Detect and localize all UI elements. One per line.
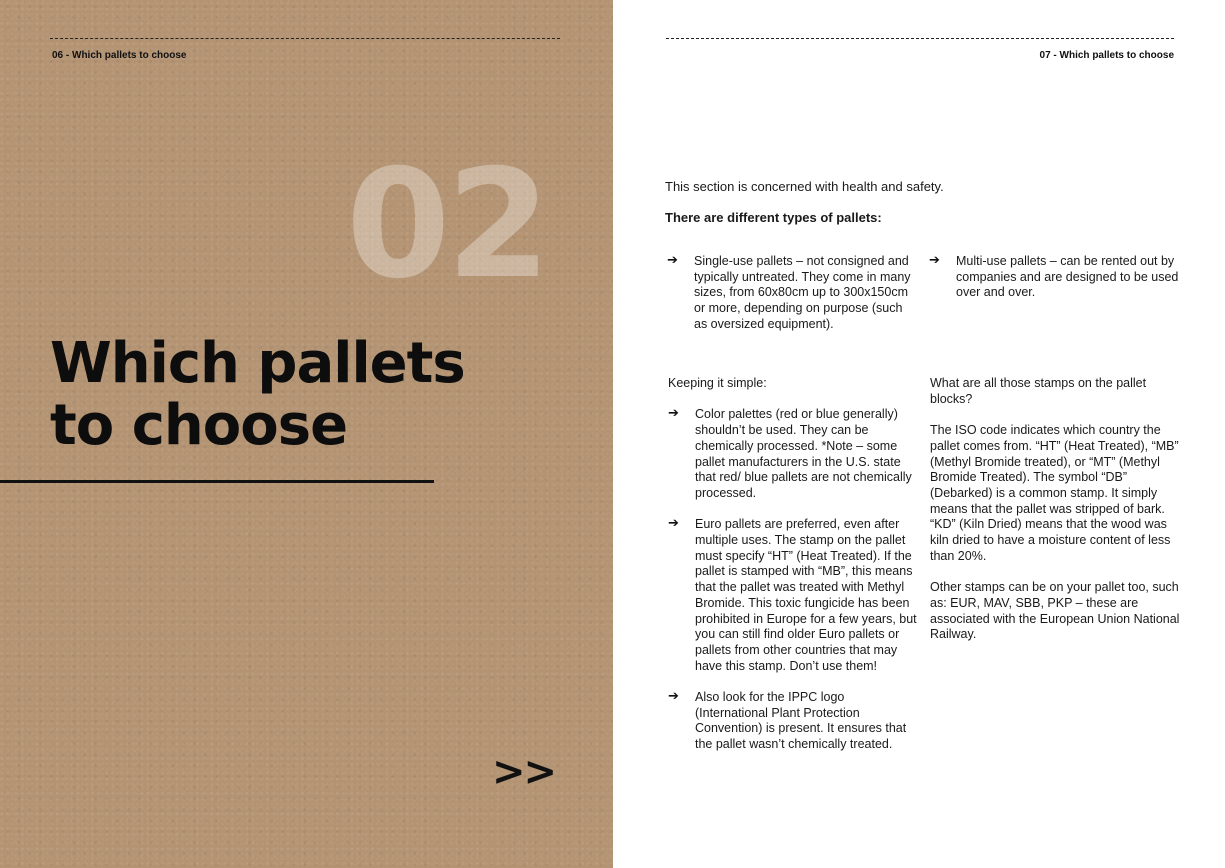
arrow-bullet-icon: ➔ (667, 253, 678, 268)
stamps-column (930, 376, 1182, 643)
running-head-right: 07 - Which pallets to choose (1039, 50, 1174, 61)
pallet-type-text: Multi-use pallets – can be rented out by companies and are designed to be used over and over. (956, 254, 1179, 300)
intro-text: This section is concerned with health and safety. (665, 179, 944, 194)
chapter-title-line1: Which pallets (50, 331, 465, 396)
dashed-rule-left (50, 38, 560, 39)
list-item (667, 254, 917, 333)
list-item (668, 407, 918, 501)
pallet-type-multi (929, 254, 1181, 301)
title-underline (0, 480, 434, 483)
keeping-simple-column (668, 376, 918, 753)
dashed-rule-right (666, 38, 1174, 39)
types-heading: There are different types of pallets: (665, 210, 882, 225)
keeping-simple-heading: Keeping it simple: (668, 376, 767, 390)
chapter-number: 02 (346, 138, 547, 312)
chapter-title-line2: to choose (50, 393, 348, 458)
arrow-bullet-icon: ➔ (668, 689, 679, 705)
list-item (668, 517, 918, 674)
tip-text: Also look for the IPPC logo (International Plant Protection Convention) is present. It ensures that the pallet wasn’t chemically treated. (695, 690, 907, 752)
stamps-paragraph-2: Other stamps can be on your pallet too, such as: EUR, MAV, SBB, PKP – these are associated with the European Union National Railway. (930, 580, 1180, 642)
next-page-arrows-icon[interactable]: >> (492, 749, 556, 795)
list-item (668, 690, 918, 753)
stamps-paragraph-1: The ISO code indicates which country the pallet comes from. “HT” (Heat Treated), “MB” (Methyl Bromide treated), or “MT” (Methyl Bromide Treated). The symbol “DB” (Debarked) is a common stamp. It simply means that the pallet was stripped of bark. “KD” (Kiln Dried) means that the wood was kiln dried to have a moisture content of less than 20%. (930, 423, 1179, 563)
arrow-bullet-icon: ➔ (668, 406, 679, 422)
tip-text: Euro pallets are preferred, even after multiple uses. The stamp on the pallet must specify “HT” (Heat Treated). If the pallet is stamped with “MB”, this means that the pallet was treated with Methyl Bromide. This toxic fungicide has been prohibited in Europe for a few years, but you can still find older Euro pallets or pallets from other countries that may have this stamp. Don’t use them! (695, 517, 917, 673)
stamps-heading: What are all those stamps on the pallet blocks? (930, 376, 1147, 406)
running-head-left: 06 - Which pallets to choose (52, 50, 187, 61)
arrow-bullet-icon: ➔ (668, 516, 679, 532)
arrow-bullet-icon: ➔ (929, 253, 940, 268)
chapter-title (50, 333, 465, 457)
tip-text: Color palettes (red or blue generally) shouldn’t be used. They can be chemically processed. *Note – some pallet manufacturers in the U.S. state that red/ blue pallets are not chemically processed. (695, 407, 912, 500)
list-item (929, 254, 1181, 301)
pallet-type-text: Single-use pallets – not consigned and typically untreated. They come in many sizes, from 60x80cm up to 300x150cm or more, depending on purpose (such as oversized equipment). (694, 254, 911, 331)
pallet-type-single (667, 254, 917, 333)
